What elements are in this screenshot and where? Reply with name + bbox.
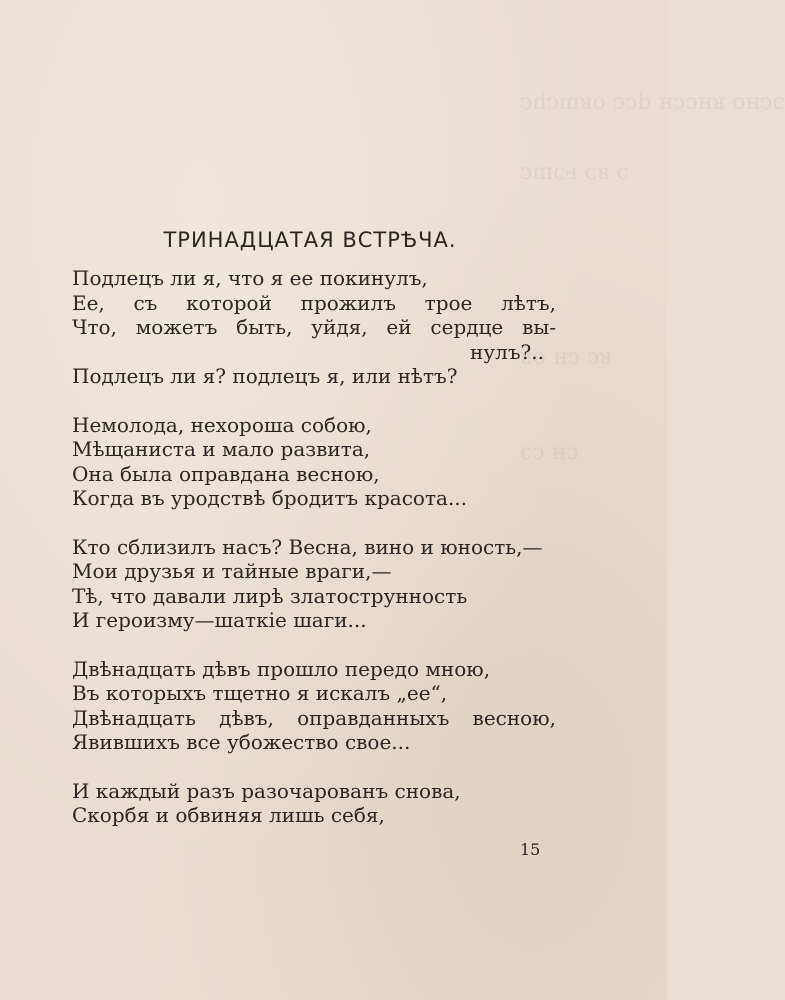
- stanza: [72, 657, 562, 755]
- stanza: [72, 535, 562, 633]
- verse-line: Двѣнадцать дѣвъ прошло передо мною,: [72, 656, 491, 681]
- stanza: [72, 266, 562, 389]
- verse-line: Явившихъ все убожество свое...: [72, 730, 411, 754]
- verse-line: Ее, съ которой прожилъ трое лѣтъ,: [72, 290, 556, 315]
- stanza: [72, 779, 562, 828]
- verse-line: Скорбя и обвиняя лишь себя,: [72, 803, 385, 827]
- stanza: [72, 413, 562, 511]
- verse-line-continuation: нулъ?..: [470, 339, 544, 364]
- poem-body: [72, 266, 562, 828]
- bleed-through-text: ͻⅽʜo ʁнⅽⅽʜ dⅽⅽ oʁmⅽhⅽ ɔ ʁɔ ⱶɔmⅽ ʁⅽ ⅽʜ oʁ ⅽʜ ⅽɔ: [520, 90, 785, 465]
- verse-line: Мѣщаниста и мало развита,: [72, 437, 371, 461]
- verse-line: Тѣ, что давали лирѣ златострунность: [72, 583, 468, 608]
- verse-line: Когда въ уродствѣ бродитъ красота...: [72, 486, 468, 510]
- verse-line: И каждый разъ разочарованъ снова,: [72, 778, 461, 803]
- page-number: 15: [520, 840, 541, 859]
- verse-line: Мои друзья и тайные враги,—: [72, 559, 392, 583]
- verse-line: Немолода, нехороша собою,: [72, 412, 372, 437]
- verse-line: Двѣнадцать дѣвъ, оправданныхъ весною,: [72, 705, 556, 730]
- verse-line: Въ которыхъ тщетно я искалъ „ее“,: [72, 681, 448, 705]
- verse-line: Она была оправдана весною,: [72, 461, 380, 486]
- verse-line: Подлецъ ли я? подлецъ я, или нѣтъ?: [72, 364, 458, 388]
- verse-line: Что, можетъ быть, уйдя, ей сердце вы-: [72, 315, 556, 339]
- poem-title: ТРИНАДЦАТАЯ ВСТРѢЧА.: [163, 228, 457, 253]
- verse-line: Подлецъ ли я, что я ее покинулъ,: [72, 266, 428, 290]
- verse-line: Кто сблизилъ насъ? Весна, вино и юность,—: [72, 534, 543, 559]
- verse-line: И героизму—шаткіе шаги...: [72, 608, 367, 632]
